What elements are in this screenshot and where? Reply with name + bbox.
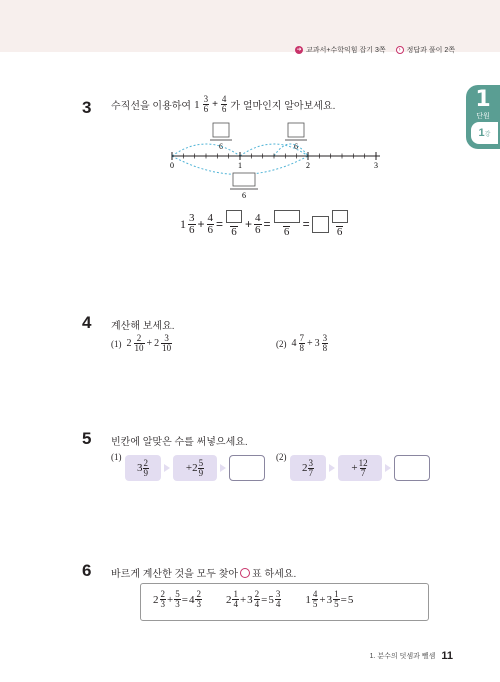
eq-plus: +	[245, 217, 253, 231]
chapter-title: 1. 분수의 덧셈과 뺄셈	[369, 653, 436, 660]
arrow-right-icon	[161, 455, 173, 481]
tick-label-1: 1	[238, 161, 242, 170]
arrow-right-icon	[382, 455, 394, 481]
q3-fraction-2: $\frac{4}{6}$	[221, 94, 227, 114]
lesson-suffix: 강	[484, 132, 491, 138]
start-value: 3 $\frac{2}{9}$	[125, 455, 161, 481]
eq-frac-2: $\frac{4}{6}$	[207, 211, 214, 236]
eq-equals: =	[216, 217, 224, 231]
eq-frac-1: $\frac{3}{6}$	[189, 211, 195, 236]
chapter-unit-label: 단원	[476, 113, 490, 120]
box-denominator: 6	[294, 142, 298, 151]
jump-arc-3	[274, 144, 308, 156]
question-number-5: 5	[82, 429, 92, 448]
question-6-prompt: 바르게 계산한 것을 모두 찾아 표 하세요.	[111, 569, 297, 580]
choice-2[interactable]: 2 $\frac{1}{4}$ + 3 $\frac{2}{4}$ = 5 $\frac{3}{4}$	[225, 589, 281, 609]
q4-problem-1: (1) 2 $\frac{2}{10}$ + 2 $\frac{3}{10}$	[111, 333, 172, 353]
choices-list	[153, 590, 353, 609]
eq-frac-3: $\frac{4}{6}$	[255, 211, 261, 236]
choice-1[interactable]: 2 $\frac{2}{3}$ + $\frac{5}{3}$ = 4 $\frac{2}{3}$	[153, 589, 201, 609]
tick-label-0: 0	[170, 161, 174, 170]
blank-box[interactable]	[226, 210, 242, 223]
q5-label-1: (1)	[111, 452, 122, 462]
eq-whole: 1	[180, 216, 186, 231]
answer-box[interactable]	[394, 455, 430, 481]
circle-mark-icon	[240, 568, 250, 578]
q5-chain-1	[125, 455, 265, 481]
eq-plus: +	[197, 217, 205, 231]
q3-whole: 1	[194, 98, 200, 111]
eq-blank-frac-3: 6	[331, 210, 349, 238]
box-denominator: 6	[242, 191, 246, 200]
page-footer	[370, 650, 453, 662]
answer-box[interactable]	[229, 455, 265, 481]
choice-3[interactable]: 1 $\frac{4}{5}$ + 3 $\frac{1}{5}$ = 5	[305, 589, 354, 609]
blank-box[interactable]	[332, 210, 348, 223]
operation-value: +2 $\frac{5}{9}$	[173, 455, 217, 481]
answer-link-label: 정답과 풀이 2쪽	[406, 47, 455, 54]
box-denominator: 6	[219, 142, 223, 151]
chapter-number: 1	[475, 87, 491, 112]
q3-text-before: 수직선을 이용하여	[111, 101, 192, 112]
answer-box-top-2[interactable]	[288, 123, 304, 137]
answer-link[interactable]	[396, 45, 455, 55]
arrow-right-icon: ›	[396, 46, 404, 54]
blank-box-whole[interactable]	[312, 216, 329, 233]
q4-problem-2: (2) 4 $\frac{7}{8}$ + 3 $\frac{3}{8}$	[276, 333, 328, 353]
question-3-prompt	[111, 95, 335, 114]
q5-chain-2	[290, 455, 430, 481]
question-5-prompt: 빈칸에 알맞은 수를 써넣으세요.	[111, 437, 248, 448]
question-number-3: 3	[82, 98, 92, 117]
header-links	[295, 45, 455, 55]
textbook-link[interactable]	[295, 45, 386, 55]
tick-label-2: 2	[306, 161, 310, 170]
blank-box[interactable]	[274, 210, 300, 223]
start-value: 2 $\frac{3}{7}$	[290, 455, 326, 481]
eq-equals: =	[302, 217, 310, 231]
question-number-4: 4	[82, 313, 92, 332]
number-line-diagram	[160, 118, 390, 203]
arrow-right-icon	[326, 455, 338, 481]
q3-text-after: 가 얼마인지 알아보세요.	[230, 101, 336, 112]
lesson-badge	[471, 122, 498, 144]
chapter-tab	[466, 85, 500, 149]
answer-box-bottom[interactable]	[233, 173, 255, 186]
q3-plus: +	[212, 99, 218, 110]
q3-equation	[180, 210, 349, 238]
operation-value: + $\frac{12}{7}$	[338, 455, 382, 481]
page-number: 11	[441, 650, 453, 662]
arrow-right-icon: ➜	[296, 47, 302, 53]
eq-blank-frac-2: 6	[273, 210, 301, 238]
question-number-6: 6	[82, 561, 92, 580]
tick-label-3: 3	[374, 161, 378, 170]
answer-box-top-1[interactable]	[213, 123, 229, 137]
q5-label-2: (2)	[276, 452, 287, 462]
lesson-number: 1	[478, 127, 485, 139]
q3-fraction-1: $\frac{3}{6}$	[203, 94, 209, 114]
eq-equals: =	[263, 217, 271, 231]
question-4-prompt: 계산해 보세요.	[111, 321, 175, 332]
arrow-right-icon	[217, 455, 229, 481]
eq-blank-frac-1: 6	[225, 210, 243, 238]
textbook-link-label: 교과서+수학익힘 잡기 3쪽	[306, 47, 386, 54]
